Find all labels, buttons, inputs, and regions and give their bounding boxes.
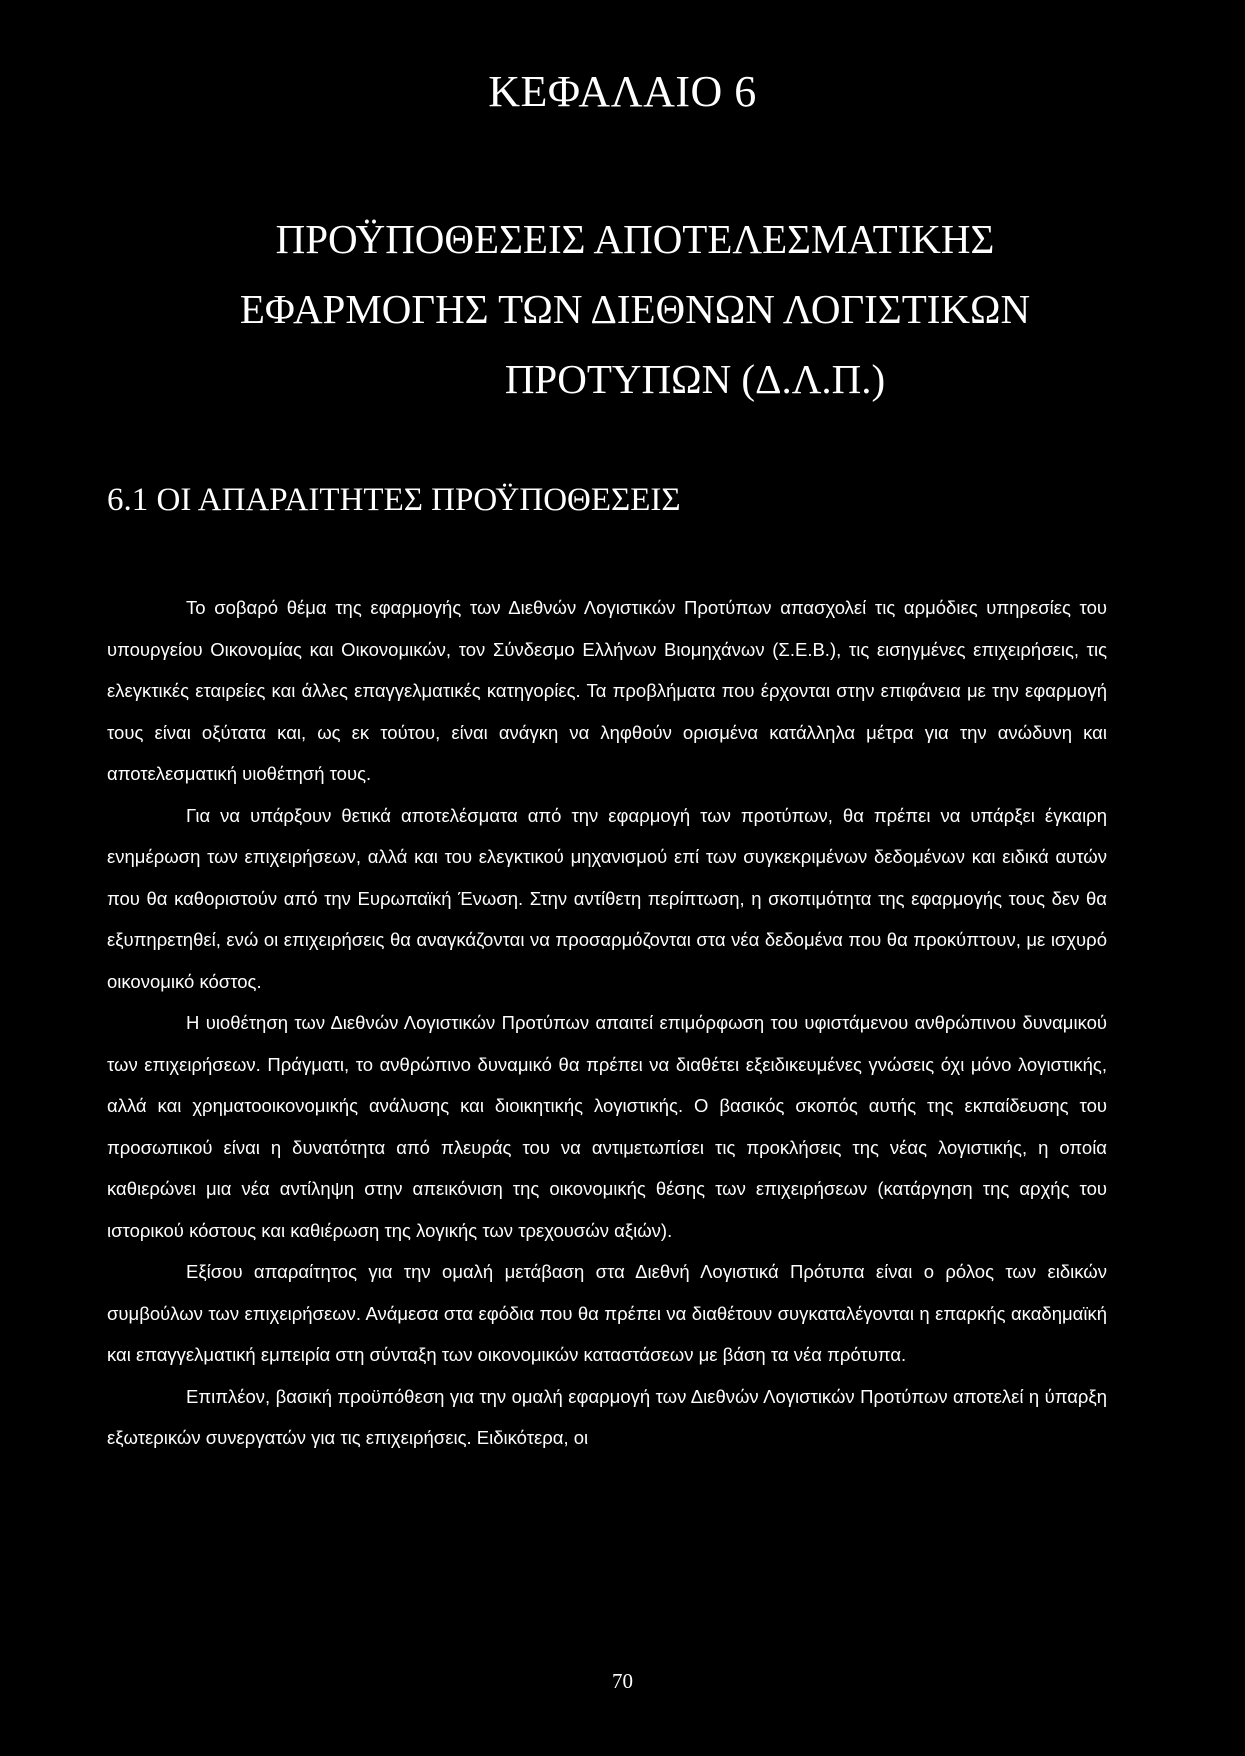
paragraph: Η υιοθέτηση των Διεθνών Λογιστικών Προτύπων απαιτεί επιμόρφωση του υφιστάμενου ανθρώπινου δυναμικού των επιχειρήσεων. Πράγματι, το ανθρώπινο δυναμικό θα πρέπει να διαθέτει εξειδικευμένες γνώσεις όχι μόνο λογιστικής, αλλά και χρηματοοικονομικής ανάλυσης και διοικητικής λογιστικής. Ο βασικός σκοπός αυτής της εκπαίδευσης του προσωπικού είναι η δυνατότητα από πλευράς του να αντιμετωπίσει τις προκλήσεις της νέας λογιστικής, η οποία καθιερώνει μια νέα αντίληψη στην απεικόνιση της οικονομικής θέσης των επιχειρήσεων (κατάργηση της αρχής του ιστορικού κόστους και καθιέρωση της λογικής των τρεχουσών αξιών). [107, 1012, 1107, 1241]
section-title: 6.1 ΟΙ ΑΠΑΡΑΙΤΗΤΕΣ ΠΡΟΫΠΟΘΕΣΕΙΣ [107, 482, 681, 518]
paragraph: Για να υπάρξουν θετικά αποτελέσματα από την εφαρμογή των προτύπων, θα πρέπει να υπάρξει έγκαιρη ενημέρωση των επιχειρήσεων, αλλά και του ελεγκτικού μηχανισμού επί των συγκεκριμένων δεδομένων και ειδικά αυτών που θα καθοριστούν από την Ευρωπαϊκή Ένωση. Στην αντίθετη περίπτωση, η σκοπιμότητα της εφαρμογής τους δεν θα εξυπηρετηθεί, ενώ οι επιχειρήσεις θα αναγκάζονται να προσαρμόζονται στα νέα δεδομένα που θα προκύπτουν, με ισχυρό οικονομικό κόστος. [107, 804, 1107, 992]
main-heading-line: ΕΦΑΡΜΟΓΗΣ ΤΩΝ ΔΙΕΘΝΩΝ ΛΟΓΙΣΤΙΚΩΝ [239, 286, 1031, 332]
paragraph: Το σοβαρό θέμα της εφαρμογής των Διεθνών Λογιστικών Προτύπων απασχολεί τις αρμόδιες υπηρεσίες του υπουργείου Οικονομίας και Οικονομικών, τον Σύνδεσμο Ελλήνων Βιομηχάνων (Σ.Ε.Β.), τις εισηγμένες επιχειρήσεις, τις ελεγκτικές εταιρείες και άλλες επαγγελματικές κατηγορίες. Τα προβλήματα που έρχονται στην επιφάνεια με την εφαρμογή τους είναι οξύτατα και, ως εκ τούτου, είναι ανάγκη να ληφθούν ορισμένα κατάλληλα μέτρα για την ανώδυνη και αποτελεσματική υιοθέτησή τους. [107, 597, 1107, 784]
page-number: 70 [612, 1669, 633, 1693]
main-heading-line: ΠΡΟΤΥΠΩΝ (Δ.Λ.Π.) [504, 356, 886, 402]
chapter-title: ΚΕΦΑΛΑΙΟ 6 [488, 67, 757, 116]
main-heading-line: ΠΡΟΫΠΟΘΕΣΕΙΣ ΑΠΟΤΕΛΕΣΜΑΤΙΚΗΣ [275, 216, 995, 262]
paragraph: Εξίσου απαραίτητος για την ομαλή μετάβαση στα Διεθνή Λογιστικά Πρότυπα είναι ο ρόλος των ειδικών συμβούλων των επιχειρήσεων. Ανάμεσα στα εφόδια που θα πρέπει να διαθέτουν συγκαταλέγονται η επαρκής ακαδημαϊκή και επαγγελματική εμπειρία στη σύνταξη των οικονομικών καταστάσεων με βάση τα νέα πρότυπα. [107, 1261, 1107, 1365]
body-text [107, 587, 1107, 1459]
main-heading [160, 204, 1110, 414]
paragraph: Επιπλέον, βασική προϋπόθεση για την ομαλή εφαρμογή των Διεθνών Λογιστικών Προτύπων αποτελεί η ύπαρξη εξωτερικών συνεργατών για τις επιχειρήσεις. Ειδικότερα, οι [107, 1385, 1107, 1448]
